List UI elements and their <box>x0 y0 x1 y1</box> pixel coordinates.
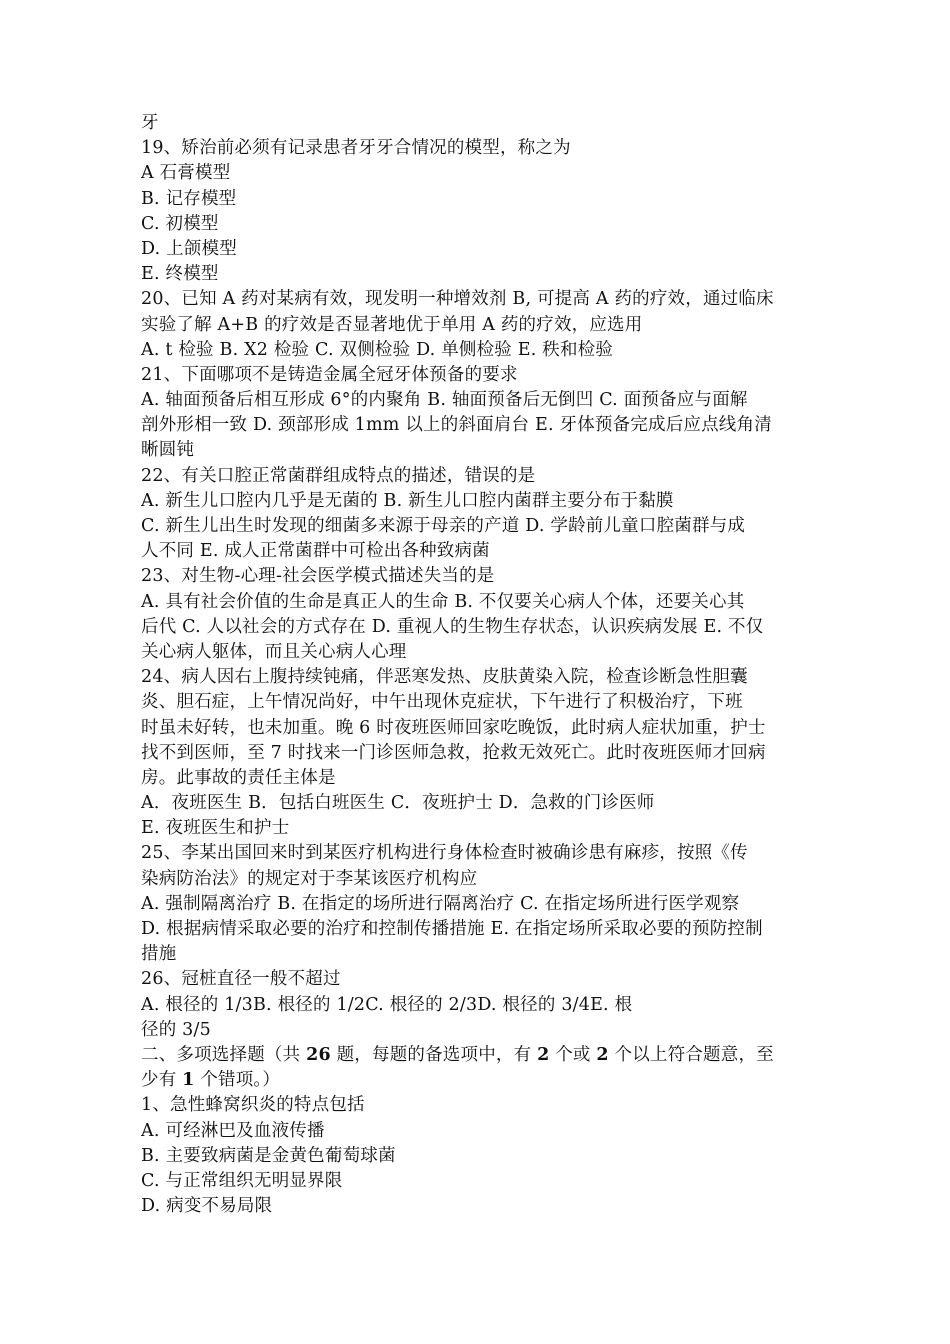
option-line: A. 根径的 1/3B. 根径的 1/2C. 根径的 2/3D. 根径的 3/4E. 根 <box>141 994 633 1015</box>
option-line: A. 强制隔离治疗 B. 在指定的场所进行隔离治疗 C. 在指定场所进行医学观察 <box>141 893 740 914</box>
section-two-heading-cont <box>141 1068 813 1093</box>
text-line: D. 根据病情采取必要的治疗和控制传播措施 E. 在指定场所采取必要的预防控制 <box>141 919 763 939</box>
option-line: A．夜班医生 B．包括白班医生 C．夜班护士 D．急救的门诊医师 <box>141 793 655 814</box>
text-line: 人不同 E. 成人正常菌群中可检出各种致病菌 <box>141 541 490 562</box>
text-line: 措施 <box>141 944 177 965</box>
option-line: C. 新生儿出生时发现的细菌多来源于母亲的产道 D. 学龄前儿童口腔菌群与成 <box>141 516 746 536</box>
heading-text: 二、多项选择题（共 <box>141 1044 307 1065</box>
option-line: A. 轴面预备后相互形成 6°的内聚角 B. 轴面预备后无倒凹 C. 面预备应与面解 <box>141 390 748 411</box>
question-21: 21、下面哪项不是铸造金属全冠牙体预备的要求 <box>141 364 518 385</box>
text-line: 牙 <box>141 113 159 133</box>
option-line: B. 记存模型 <box>141 188 237 209</box>
text-line: 后代 C. 人以社会的方式存在 D. 重视人的生物生存状态，认识疾病发展 E. 不仅 <box>141 616 764 637</box>
heading-text: 个错项。） <box>194 1070 281 1091</box>
text-line: 炎、胆石症，上午情况尚好，中午出现休克症状，下午进行了积极治疗，下班 <box>141 692 743 713</box>
text-line: 晰圆钝 <box>141 440 195 461</box>
bold-number: 2 <box>596 1044 609 1065</box>
option-line: A 石膏模型 <box>141 163 231 184</box>
option-line: D. 病变不易局限 <box>141 1196 273 1217</box>
option-line: B. 主要致病菌是金黄色葡萄球菌 <box>141 1145 396 1166</box>
option-line: E. 终模型 <box>141 264 219 285</box>
bold-number: 1 <box>182 1070 195 1091</box>
text-line: 时虽未好转，也未加重。晚 6 时夜班医师回家吃晚饭，此时病人症状加重，护士 <box>141 717 766 738</box>
option-line: E. 夜班医生和护士 <box>141 818 290 839</box>
question-24: 24、病人因右上腹持续钝痛，伴恶寒发热、皮肤黄染入院，检查诊断急性胆囊 <box>141 667 748 688</box>
option-line: A. 新生儿口腔内几乎是无菌的 B. 新生儿口腔内菌群主要分布于黏膜 <box>141 490 674 511</box>
heading-text: 题，每题的备选项中，有 <box>330 1044 538 1065</box>
question-20: 20、已知 A 药对某病有效，现发明一种增效剂 B, 可提高 A 药的疗效，通过临床 <box>141 289 774 310</box>
question-26: 26、冠桩直径一般不超过 <box>141 969 341 990</box>
section-two-heading <box>141 1043 813 1068</box>
text-line: 径的 3/5 <box>141 1019 211 1040</box>
question-22: 22、有关口腔正常菌群组成特点的描述，错误的是 <box>141 465 536 486</box>
question-25: 25、李某出国回来时到某医疗机构进行身体检查时被确诊患有麻疹，按照《传 <box>141 843 748 864</box>
heading-text: 个或 <box>549 1044 597 1065</box>
option-line: C. 与正常组织无明显界限 <box>141 1170 343 1191</box>
document-body <box>141 111 813 1219</box>
question-multi-1: 1、急性蜂窝织炎的特点包括 <box>141 1095 365 1116</box>
text-line: 找不到医师，至 7 时找来一门诊医师急救，抢救无效死亡。此时夜班医师才回病 <box>141 742 766 763</box>
question-19: 19、矫治前必须有记录患者牙牙合情况的模型，称之为 <box>141 138 571 159</box>
text-line: 染病防治法》的规定对于李某该医疗机构应 <box>141 868 478 889</box>
heading-text: 少有 <box>141 1070 183 1091</box>
text-line: 剖外形相一致 D. 颈部形成 1mm 以上的斜面肩台 E. 牙体预备完成后应点线角清 <box>141 415 772 436</box>
option-line: A. 具有社会价值的生命是真正人的生命 B. 不仅要关心病人个体，还要关心其 <box>141 591 745 612</box>
text-line: 房。此事故的责任主体是 <box>141 767 336 788</box>
question-23: 23、对生物-心理-社会医学模式描述失当的是 <box>141 566 495 587</box>
option-line: D. 上颌模型 <box>141 238 237 259</box>
option-line: A. 可经淋巴及血液传播 <box>141 1120 325 1141</box>
bold-number: 26 <box>306 1044 331 1065</box>
text-line: 关心病人躯体，而且关心病人心理 <box>141 641 407 662</box>
bold-number: 2 <box>537 1044 550 1065</box>
text-line: 实验了解 A+B 的疗效是否显著地优于单用 A 药的疗效，应选用 <box>141 314 643 335</box>
heading-text: 个以上符合题意，至 <box>608 1044 774 1065</box>
option-line: C. 初模型 <box>141 213 219 234</box>
option-line: A. t 检验 B. X2 检验 C. 双侧检验 D. 单侧检验 E. 秩和检验 <box>141 339 614 360</box>
